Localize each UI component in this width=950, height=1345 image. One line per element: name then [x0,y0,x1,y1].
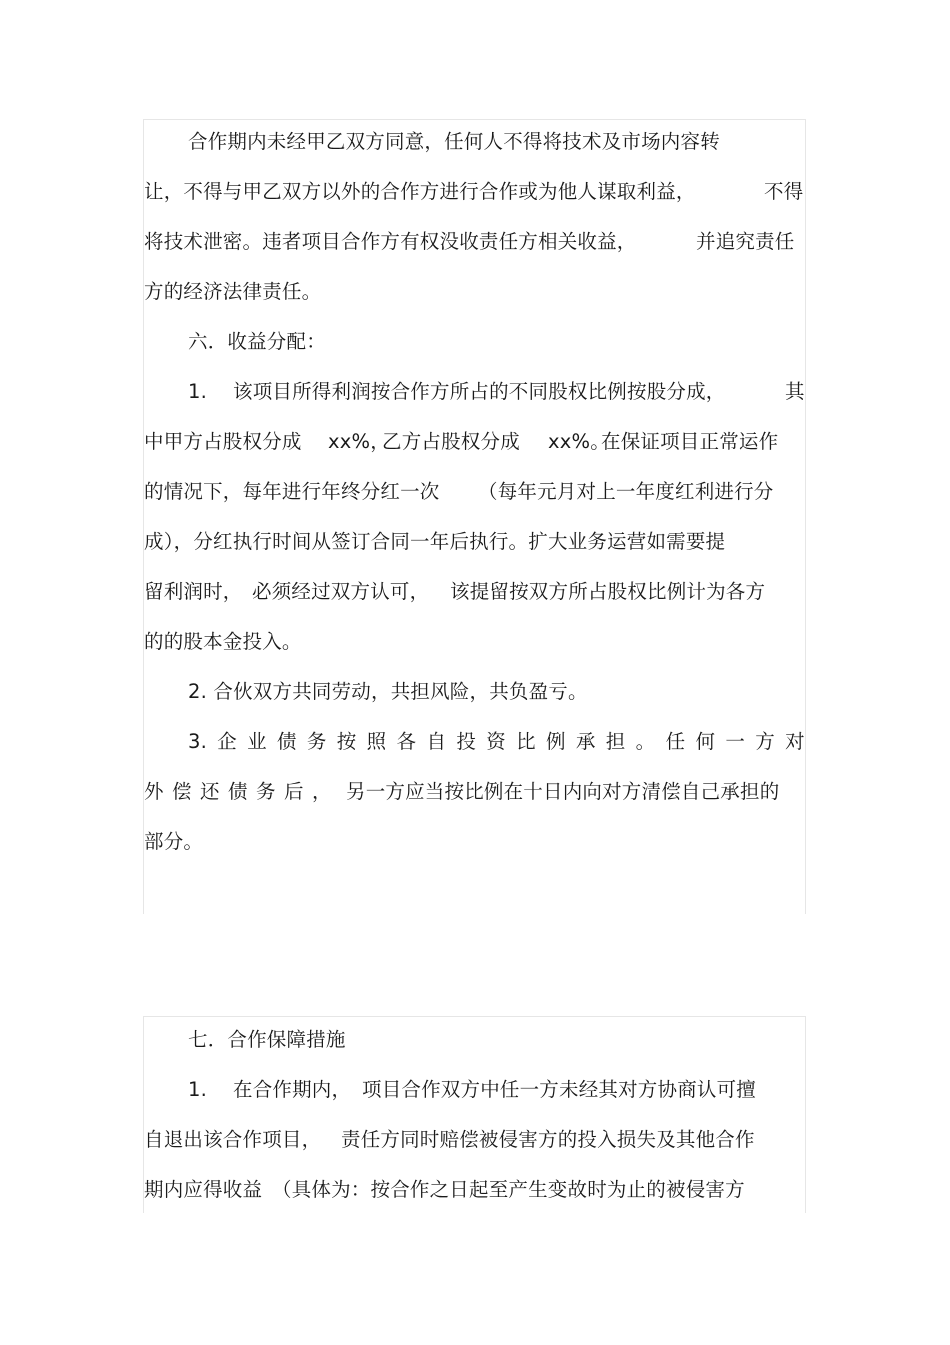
paragraph-line: 留利润时， 必须经过双方认可， 该提留按双方所占股权比例计为各方 [144,580,766,603]
paragraph-line: 将技术泄密。违者项目合作方有权没收责任方相关收益， 并追究责任 [144,230,795,253]
paragraph-line: 部分。 [144,830,204,853]
paragraph-line: 方的经济法律责任。 [144,280,322,303]
paragraph-line: 成），分红执行时间从签订合同一年后执行。扩大业务运营如需要提 [144,530,726,553]
list-item-line: 1. 该项目所得利润按合作方所占的不同股权比例按股分成， 其 [188,380,805,403]
list-item-line: 3. 企 业 债 务 按 照 各 自 投 资 比 例 承 担 。 任 何 一 方 对 [188,730,805,753]
paragraph-line: 的情况下，每年进行年终分红一次 （每年元月对上一年度红利进行分 [144,480,774,503]
section-heading: 六．收益分配： [188,330,326,353]
paragraph-line: 的的股本金投入。 [144,630,302,653]
paragraph-line: 外 偿 还 债 务 后 ， 另一方应当按比例在十日内向对方清偿自己承担的 [144,780,780,803]
list-item-line: 2. 合伙双方共同劳动，共担风险，共负盈亏。 [188,680,588,703]
paragraph-line: 自退出该合作项目， 责任方同时赔偿被侵害方的投入损失及其他合作 [144,1128,755,1151]
section-heading: 七．合作保障措施 [188,1028,346,1051]
paragraph-line: 合作期内未经甲乙双方同意，任何人不得将技术及市场内容转 [188,130,720,153]
list-item-line: 1. 在合作期内， 项目合作双方中任一方未经其对方协商认可擅 [188,1078,757,1101]
document-section-bottom [143,1016,806,1213]
paragraph-line: 让，不得与甲乙双方以外的合作方进行合作或为他人谋取利益， 不得 [144,180,804,203]
paragraph-line: 期内应得收益 （具体为：按合作之日起至产生变故时为止的被侵害方 [144,1178,745,1201]
document-section-top [143,119,806,914]
paragraph-line: 中甲方占股权分成 xx%， 乙方占股权分成 xx%。 在保证项目正常运作 [144,430,779,453]
